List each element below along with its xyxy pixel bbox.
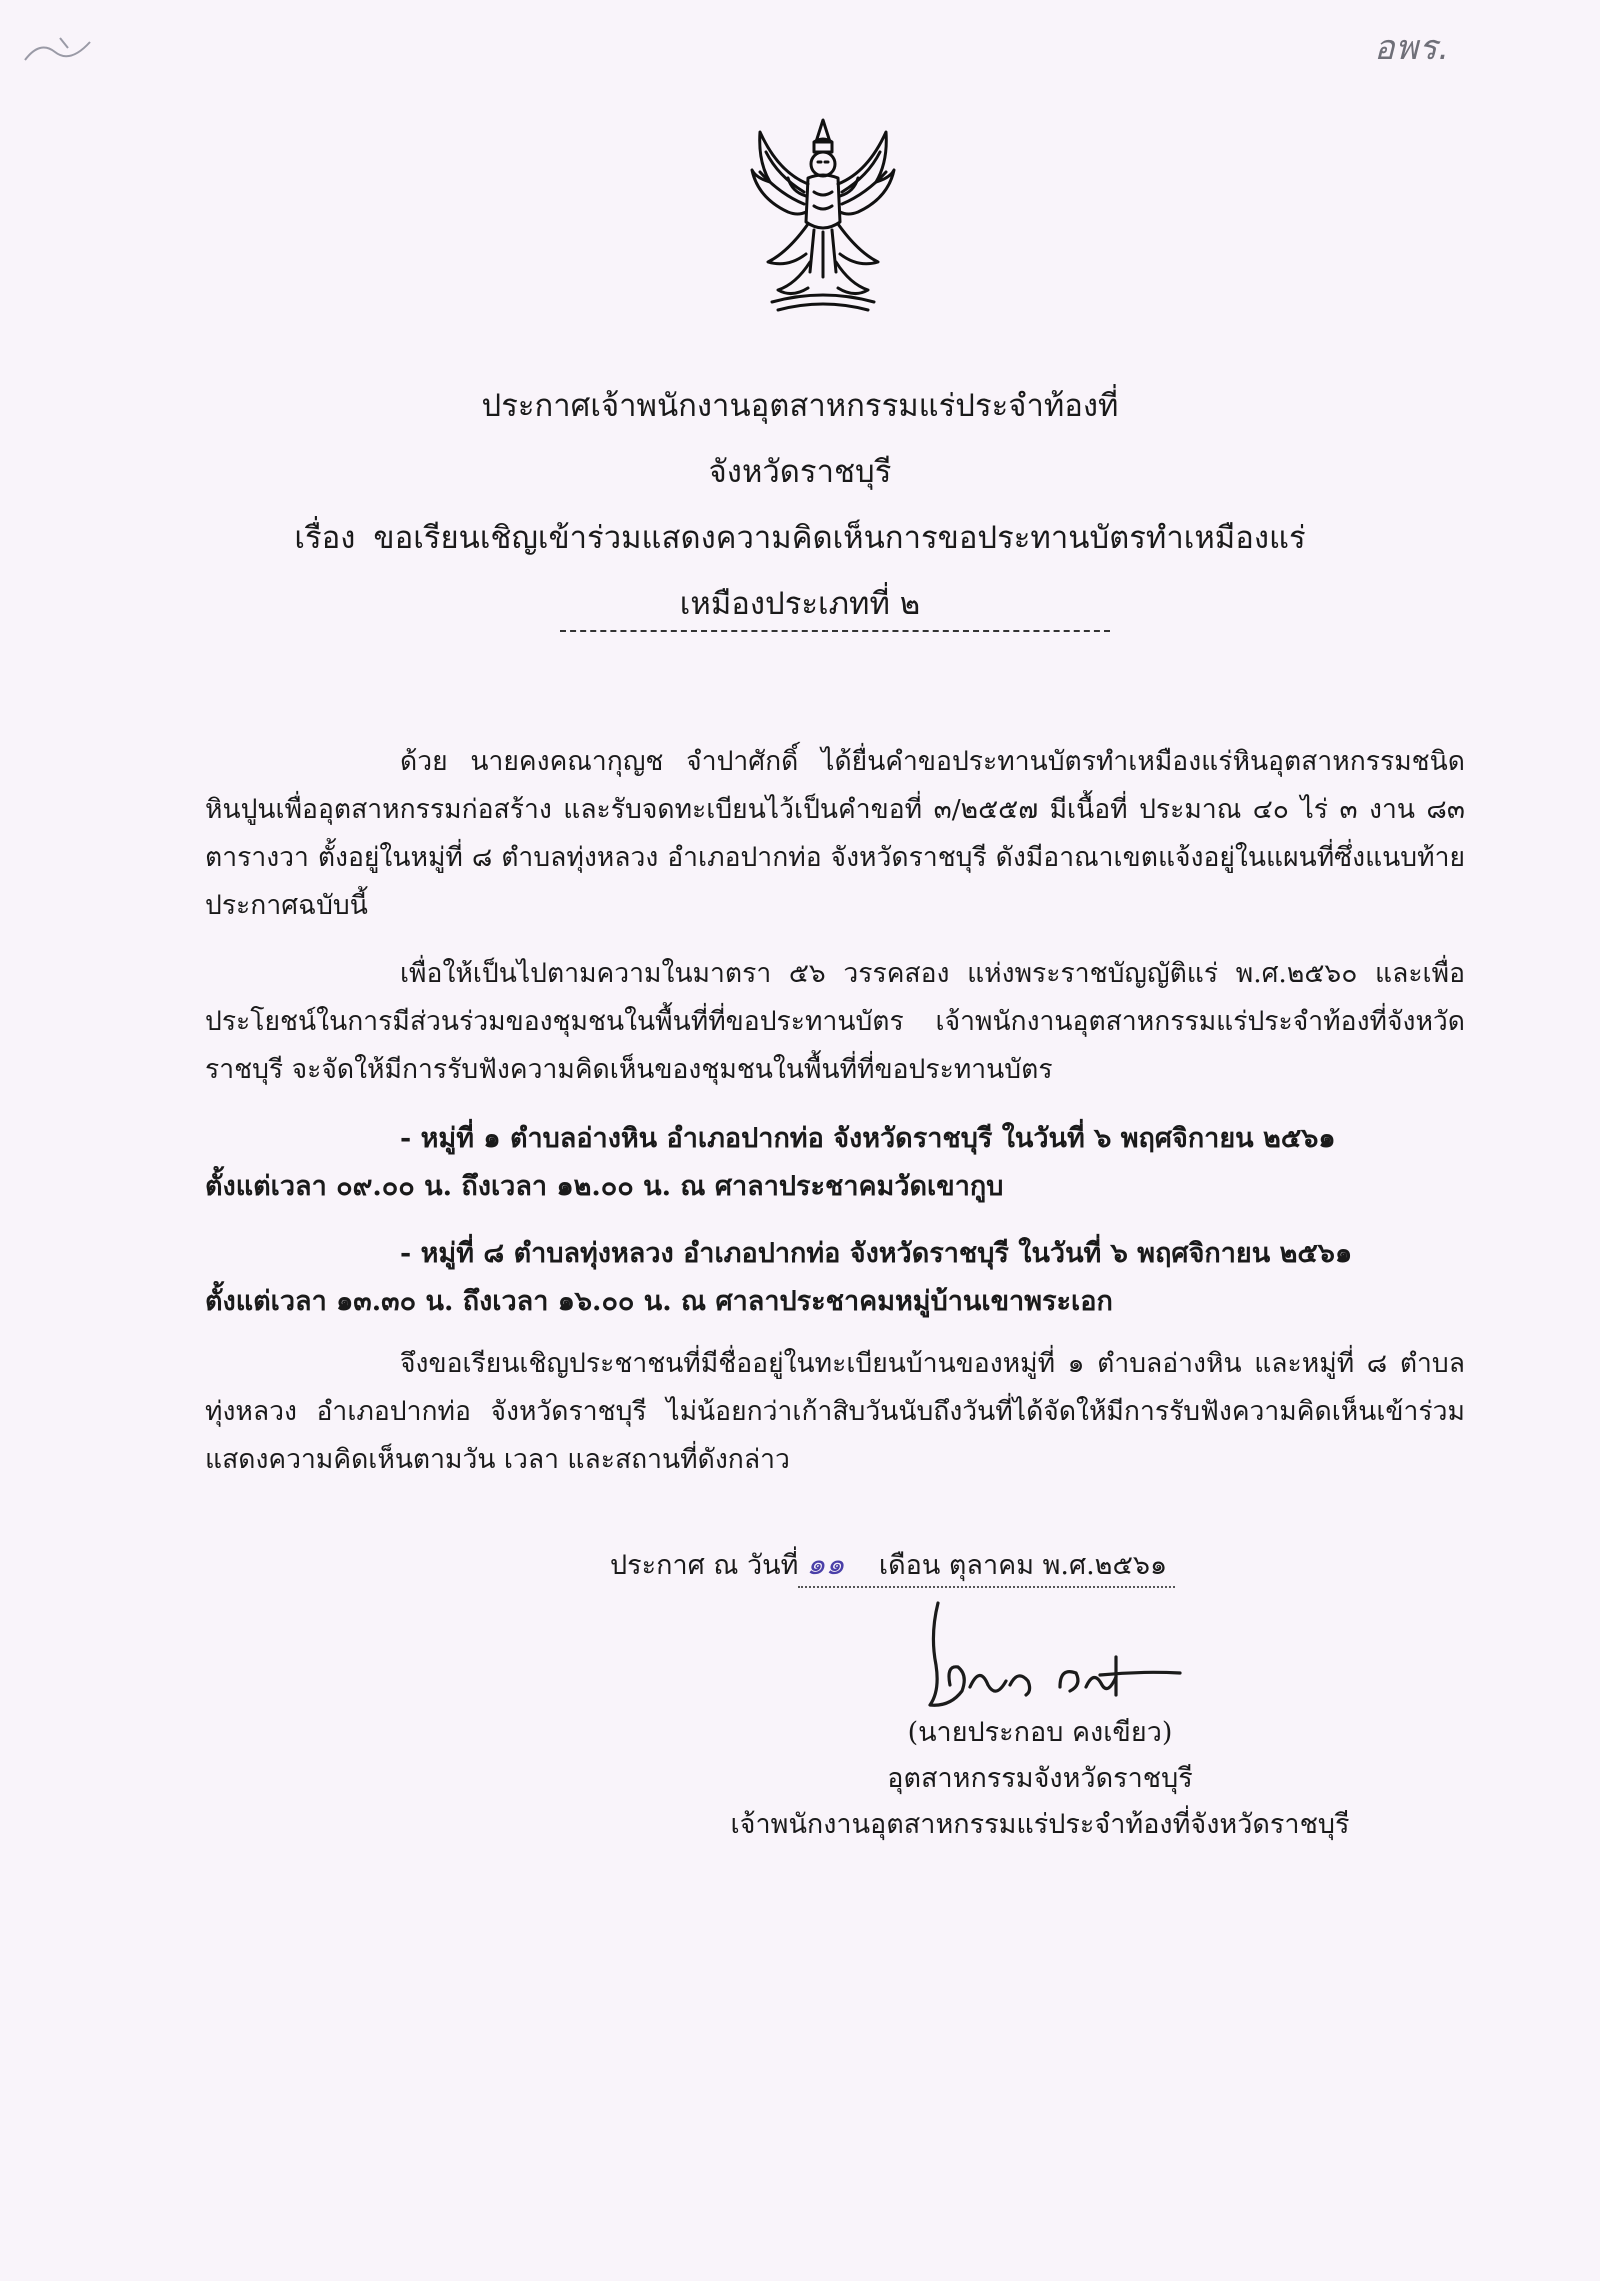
heading-line-1: ประกาศเจ้าพนักงานอุตสาหกรรมแร่ประจำท้องที่ <box>481 388 1119 424</box>
dateline-prefix: ประกาศ ณ วันที่ <box>610 1550 799 1581</box>
signatory-name: (นายประกอบ คงเขียว) <box>907 1717 1173 1748</box>
handwritten-signature <box>910 1595 1200 1725</box>
paragraph-purpose: เพื่อให้เป็นไปตามความในมาตรา ๕๖ วรรคสอง แห่งพระราชบัญญัติแร่ พ.ศ.๒๕๖๐ และเพื่อประโยชน์ในการมีส่วนร่วมของชุมชนในพื้นที่ที่ขอประทานบัตร เจ้าพนักงานอุตสาหกรรมแร่ประจำท้องที่จังหวัดราชบุรี จะจัดให้มีการรับฟังความคิดเห็นของชุมชนในพื้นที่ที่ขอประทานบัตร <box>205 958 1465 1085</box>
heading-mine-type: เหมืองประเภทที่ ๒ <box>679 586 921 622</box>
heading-divider <box>560 630 1110 632</box>
dateline-fill <box>798 1545 1175 1588</box>
hearing-item-1-location: - หมู่ที่ ๑ ตำบลอ่างหิน อำเภอปากท่อ จังหวัดราชบุรี ในวันที่ ๖ พฤศจิกายน ๒๕๖๑ <box>400 1123 1336 1154</box>
announcement-dateline <box>610 1545 1175 1588</box>
hearing-item-1 <box>205 1115 1465 1211</box>
hearing-item-1-time: ตั้งแต่เวลา ๐๙.๐๐ น. ถึงเวลา ๑๒.๐๐ น. ณ ศาลาประชาคมวัดเขากูบ <box>205 1171 1004 1202</box>
heading-province: จังหวัดราชบุรี <box>708 454 892 490</box>
heading-subject <box>0 512 1600 562</box>
subject-text: ขอเรียนเชิญเข้าร่วมแสดงความคิดเห็นการขอประทานบัตรทำเหมืองแร่ <box>373 520 1306 556</box>
paragraph-invitation: จึงขอเรียนเชิญประชาชนที่มีชื่ออยู่ในทะเบียนบ้านของหมู่ที่ ๑ ตำบลอ่างหิน และหมู่ที่ ๘ ตำบลทุ่งหลวง อำเภอปากท่อ จังหวัดราชบุรี ไม่น้อยกว่าเก้าสิบวันนับถึงวันที่ได้จัดให้มีการรับฟังความคิดเห็นเข้าร่วมแสดงความคิดเห็นตามวัน เวลา และสถานที่ดังกล่าว <box>205 1348 1465 1475</box>
pen-scribble-mark <box>20 30 110 70</box>
signatory-position-1: อุตสาหกรรมจังหวัดราชบุรี <box>887 1763 1193 1794</box>
garuda-emblem-icon <box>748 112 898 317</box>
hearing-item-2-time: ตั้งแต่เวลา ๑๓.๓๐ น. ถึงเวลา ๑๖.๐๐ น. ณ ศาลาประชาคมหมู่บ้านเขาพระเอก <box>205 1286 1113 1317</box>
subject-label: เรื่อง <box>294 520 356 556</box>
paragraph-application: ด้วย นายคงคณากุญช จำปาศักดิ์ ได้ยื่นคำขอประทานบัตรทำเหมืองแร่หินอุตสาหกรรมชนิดหินปูนเพื่ออุตสาหกรรมก่อสร้าง และรับจดทะเบียนไว้เป็นคำขอที่ ๓/๒๕๕๗ มีเนื้อที่ ประมาณ ๔๐ ไร่ ๓ งาน ๘๓ ตารางวา ตั้งอยู่ในหมู่ที่ ๘ ตำบลทุ่งหลวง อำเภอปากท่อ จังหวัดราชบุรี ดังมีอาณาเขตแจ้งอยู่ในแผนที่ซึ่งแนบท้ายประกาศฉบับนี้ <box>205 746 1465 921</box>
signatory-position-2: เจ้าพนักงานอุตสาหกรรมแร่ประจำท้องที่จังหวัดราชบุรี <box>730 1809 1350 1840</box>
handwritten-note: อพร. <box>1374 28 1450 68</box>
hearing-item-2 <box>205 1230 1465 1326</box>
dateline-month-year: ตุลาคม พ.ศ.๒๕๖๑ <box>948 1550 1168 1581</box>
dateline-month-label: เดือน <box>878 1550 941 1581</box>
hearing-item-2-location: - หมู่ที่ ๘ ตำบลทุ่งหลวง อำเภอปากท่อ จังหวัดราชบุรี ในวันที่ ๖ พฤศจิกายน ๒๕๖๑ <box>400 1238 1353 1269</box>
dateline-day: ๑๑ <box>806 1547 845 1582</box>
